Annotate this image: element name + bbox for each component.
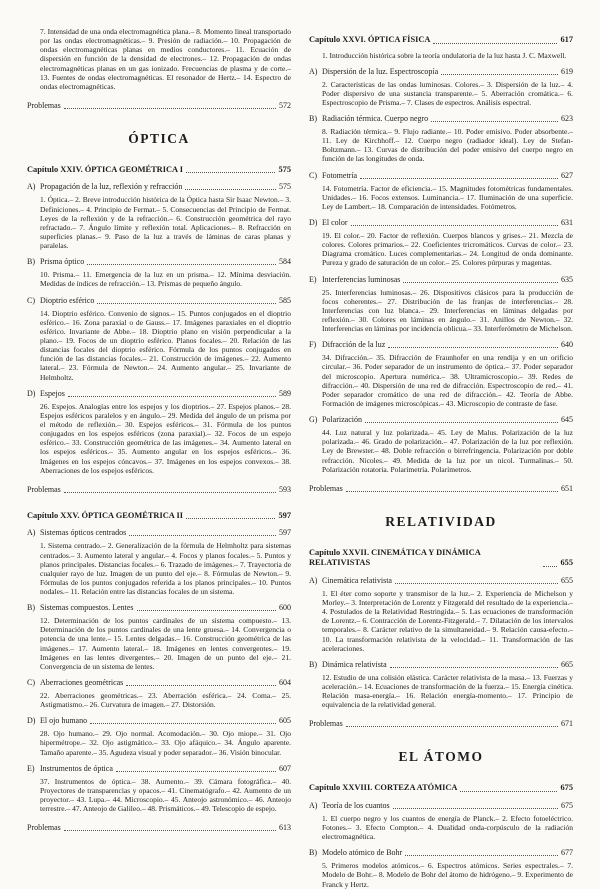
section-row (309, 340, 573, 350)
toc-paragraph: 14. Fotometría. Factor de eficiencia.– 15. Magnitudes fotométricas fundamentales. Unidades.– 16. Focos extensos. Luminancia.– 17. Iluminación de una superficie. Ley de Lambert.– 18. Comparación de intensidades. Fotómetros. (322, 183, 573, 211)
leader-dots (97, 303, 276, 304)
section-row (309, 415, 573, 425)
section-title: Teoría de los cuantos (322, 800, 390, 810)
section-letter: G) (309, 415, 318, 425)
chapter-row (309, 548, 573, 569)
section-title: Aberraciones geométricas (40, 678, 124, 688)
section-letter: A) (309, 800, 318, 810)
section-letter: B) (27, 603, 35, 613)
page-number: 645 (561, 415, 573, 425)
leader-dots (346, 491, 558, 492)
page-number: 671 (561, 719, 573, 729)
section-letter: E) (27, 763, 35, 773)
section-title: Instrumentos de óptica (40, 763, 113, 773)
leader-dots (365, 422, 558, 423)
section-title: El ojo humano (40, 716, 88, 726)
problemas-row (27, 485, 291, 495)
section-letter: A) (27, 182, 36, 192)
page-number: 585 (279, 295, 291, 305)
page-number: 572 (279, 100, 291, 110)
leader-dots (64, 108, 276, 109)
problemas-label: Problemas (27, 484, 61, 494)
section-letter: A) (27, 528, 36, 538)
section-letter: F) (309, 340, 317, 350)
chapter-title: Capítulo XXVII. CINEMÁTICA Y DINÁMICA RELATIVISTAS (309, 547, 481, 568)
page-number: 631 (561, 218, 573, 228)
leader-dots (64, 830, 276, 831)
section-title: Fotometría (322, 170, 358, 180)
chapter-row (309, 783, 573, 794)
chapter-title: Capítulo XXIV. ÓPTICA GEOMÉTRICA I (27, 164, 183, 174)
section-row (27, 182, 291, 192)
leader-dots (393, 808, 558, 809)
leader-dots (543, 566, 557, 567)
section-title: Propagación de la luz, reflexión y refracción (40, 182, 183, 192)
section-title: Espejos (40, 388, 65, 398)
problemas-row (27, 823, 291, 833)
page-number: 597 (278, 510, 291, 520)
toc-paragraph: 37. Instrumentos de óptica.– 38. Aumento.– 39. Cámara fotográfica.– 40. Proyectores de transparencias y opacos.– 41. Cinematógrafo.– 42. Aumento de un proyector.– 43. Lupa.– 44. Microscopio.– 45. Anteojo astronómico.– 46. Anteojo terrestre.– 47. Anteojo de Galileo.– 48. Prismáticos.– 49. Telescopio de espejo. (40, 776, 291, 814)
toc-paragraph: 1. Sistema centrado.– 2. Generalización de la fórmula de Helmholtz para sistemas centrados.– 3. Aumento lateral y angular.– 4. Focos y planos focales.– 5. Puntos y planos principales. Distancias focales.– 6. Trazado de imágenes.– 7. Trayectoria de cualquier rayo de luz. Imagen de un punto del eje.– 8. Fórmulas de Newton.– 9. Fórmulas de los puntos conjugados referida a los planos principales.– 10. Puntos nodales.– 11. Relación entre las distancias focales de un sistema. (40, 541, 291, 597)
page-number: 597 (279, 528, 291, 538)
problemas-label: Problemas (27, 100, 61, 110)
toc-paragraph: 1. Óptica.– 2. Breve introducción histórica de la Óptica hasta Sir Isaac Newton.– 3. Definiciones.– 4. Principio de Fermat.– 5. Consecuencias del Principio de Fermat. Leyes de la reflexión y de la refracción.– 6. Construcción geométrica del rayo refractado.– 7. Ángulo límite y reflexión total. Aplicaciones.– 8. Refracción en superficies planas.– 9. Paso de la luz a través de láminas de caras planas y paralelas. (40, 195, 291, 251)
leader-dots (403, 282, 558, 283)
leader-dots (388, 347, 558, 348)
section-row (309, 848, 573, 858)
leader-dots (460, 791, 557, 792)
problemas-label: Problemas (309, 719, 343, 729)
page-number: 635 (561, 274, 573, 284)
leader-dots (186, 172, 275, 173)
chapter-row (27, 511, 291, 522)
page-number: 619 (561, 66, 573, 76)
leader-dots (126, 685, 276, 686)
page-number: 604 (279, 678, 291, 688)
section-row (309, 218, 573, 228)
section-title: Dispersión de la luz. Espectroscopía (322, 66, 439, 76)
section-row (309, 660, 573, 670)
section-letter: A) (309, 66, 318, 76)
column-right (309, 26, 573, 889)
chapter-title: Capítulo XXVIII. CORTEZA ATÓMICA (309, 783, 458, 793)
leader-dots (137, 610, 276, 611)
leader-dots (64, 492, 276, 493)
section-title: Prisma óptico (40, 257, 85, 267)
page-number: 665 (561, 659, 573, 669)
section-letter: D) (309, 218, 318, 228)
problemas-row (309, 719, 573, 729)
section-letter: B) (309, 848, 317, 858)
page-number: 677 (561, 848, 573, 858)
section-letter: D) (27, 388, 36, 398)
page-number: 655 (561, 575, 573, 585)
section-title: Dioptrio esférico (40, 295, 95, 305)
section-letter: C) (309, 170, 317, 180)
section-letter: B) (27, 257, 35, 267)
toc-paragraph: 12. Estudio de una colisión elástica. Carácter relativista de la masa.– 13. Fuerzas y aceleración.– 14. Ecuaciones de transformación de la fuerza.– 15. Energía cinética. Relación masa-energía.– 16. Relación energía-momento.– 17. Principio de equivalencia de la relatividad general. (322, 672, 573, 710)
section-title: Difracción de la luz (322, 340, 386, 350)
section-row (309, 114, 573, 124)
leader-dots (90, 723, 276, 724)
page-number: 655 (560, 558, 573, 568)
leader-dots (405, 855, 558, 856)
section-title: Cinemática relativista (322, 575, 392, 585)
problemas-label: Problemas (27, 823, 61, 833)
section-row (309, 275, 573, 285)
leader-dots (68, 396, 276, 397)
section-row (27, 296, 291, 306)
section-letter: C) (27, 295, 35, 305)
section-row (27, 716, 291, 726)
section-row (309, 576, 573, 586)
part-heading: RELATIVIDAD (385, 513, 497, 529)
leader-dots (87, 264, 276, 265)
leader-dots (395, 583, 558, 584)
problemas-row (27, 101, 291, 111)
section-letter: B) (309, 114, 317, 124)
toc-paragraph: 1. Introducción histórica sobre la teoría ondulatoria de la luz hasta J. C. Maxwell. (322, 50, 567, 60)
toc-paragraph: 19. El color.– 20. Factor de reflexión. Cuerpos blancos y grises.– 21. Mezcla de colores. Colores primarios.– 22. Coeficientes tricromáticos. Curvas de color.– 23. Diagrama cromático. Luces complementarias.– 24. Longitud de onda dominante. Pureza y grado de saturación de un color.– 25. Colores púrpuras y magentas. (322, 231, 573, 268)
toc-paragraph: 34. Difracción.– 35. Difracción de Fraunhofer en una rendija y en un orificio circular.– 36. Poder separador de un instrumento de óptica.– 37. Poder separador del microscopio. Apertura numérica.– 38. Ultramicroscopio.– 39. Redes de difracción.– 40. Dispersión de una red de difracción. Espectroscopio de red.– 41. Poder separador cromático de una red de difracción.– 42. Teoría de Abbe. Formación de imágenes microscópicas.– 43. Microscopio de contraste de fase. (322, 353, 573, 409)
toc-paragraph: 1. El éter como soporte y transmisor de la luz.– 2. Experiencia de Michelson y Morley.– 3. Interpretación de Lorentz y Fitzgerald del resultado de la experiencia.– 4. Postulados de la Relatividad Restringida.– 5. Las ecuaciones de transformación de Lorentz.– 6. Contracción de Lorentz-Fitzgerald.– 7. Dilatación de los intervalos temporales.– 8. Carácter relativo de la simultaneidad.– 9. Relación causa-efecto.– 10. La transformación relativista de la velocidad.– 11. Transformación de las aceleraciones. (322, 588, 573, 653)
section-row (27, 528, 291, 538)
problemas-label: Problemas (309, 483, 343, 493)
page-number: 600 (279, 603, 291, 613)
section-row (309, 801, 573, 811)
section-row (27, 257, 291, 267)
toc-paragraph: 28. Ojo humano.– 29. Ojo normal. Acomodación.– 30. Ojo miope.– 31. Ojo hipermétrope.– 32. Ojo astigmático.– 33. Ojo afáquico.– 34. Ángulo aparente. Tamaño aparente.– 35. Agudeza visual y poder separador.– 36. Visión binocular. (40, 729, 291, 757)
leader-dots (433, 43, 557, 44)
section-title: Sistemas ópticos centrados (40, 528, 127, 538)
leader-dots (390, 667, 558, 668)
problemas-row (309, 484, 573, 494)
section-title: Interferencias luminosas (322, 274, 401, 284)
section-row (309, 67, 573, 77)
toc-paragraph: 1. El cuerpo negro y los cuantos de energía de Planck.– 2. Efecto fotoeléctrico. Fotones.– 3. Efecto Compton.– 4. Dualidad onda-corpúsculo de la radiación electromagnética. (322, 813, 573, 842)
part-heading: ÓPTICA (128, 130, 190, 146)
page-number: 651 (561, 483, 573, 493)
chapter-row (27, 165, 291, 176)
page-number: 575 (278, 164, 291, 174)
toc-paragraph: 8. Radiación térmica.– 9. Flujo radiante.– 10. Poder emisivo. Poder absorbente.– 11. Ley de Kirchhoff.– 12. Cuerpo negro (radiador ideal). Ley de Stefan-Boltzmann.– 13. Curvas de distribución del poder emisivo del cuerpo negro en función de las longitudes de onda. (322, 127, 573, 164)
page-number: 607 (279, 763, 291, 773)
part-heading: EL ÁTOMO (398, 749, 484, 765)
section-letter: C) (27, 678, 35, 688)
chapter-row (309, 35, 573, 46)
leader-dots (431, 121, 558, 122)
section-title: Polarización (322, 415, 362, 425)
section-title: Modelo atómico de Bohr (322, 848, 403, 858)
toc-paragraph: 10. Prisma.– 11. Emergencia de la luz en un prisma.– 12. Mínima desviación. Medidas de índices de refracción.– 13. Prismas de pequeño ángulo. (40, 270, 291, 289)
page-number: 605 (279, 716, 291, 726)
section-row (27, 389, 291, 399)
section-letter: D) (27, 716, 36, 726)
page-number: 623 (561, 114, 573, 124)
toc-paragraph: 7. Intensidad de una onda electromagnética plana.– 8. Momento lineal transportado por las ondas electromagnéticas.– 9. Presión de radiación.– 10. Propagación de ondas electromagnéticas planas en medios conductores.– 11. Ecuación de dispersión en función de la densidad de electrones.– 12. Propagación de ondas electromagnéticas planas en un gas ionizado. Frecuencias de plasma y de corte.– 13. Fuentes de ondas electromagnéticas. El resonador de Hertz.– 14. Espectro de ondas electromagnéticas. (40, 27, 291, 91)
page-number: 584 (279, 257, 291, 267)
page-number: 675 (561, 800, 573, 810)
page-number: 593 (279, 484, 291, 494)
page-number: 613 (279, 823, 291, 833)
page-number: 675 (560, 783, 573, 793)
chapter-title: Capítulo XXVI. ÓPTICA FÍSICA (309, 35, 431, 44)
page-number: 589 (279, 388, 291, 398)
page-number: 627 (561, 170, 573, 180)
toc-paragraph: 12. Determinación de los puntos cardinales de un sistema compuesto.– 13. Determinación de los puntos cardinales de una lente gruesa.– 14. Convergencia o potencia de una lente.– 15. Lentes delgadas.– 16. Construcción geométrica de las imágenes.– 17. Aumento lateral.– 18. Imágenes en lentes convergentes.– 19. Imágenes en las lentes divergentes.– 20. Imagen de un punto del eje.– 21. Convergencia de un sistema de lentes. (40, 616, 291, 671)
section-letter: B) (309, 659, 317, 669)
leader-dots (346, 726, 558, 727)
section-row (27, 603, 291, 613)
section-row (309, 171, 573, 181)
section-title: Sistemas compuestos. Lentes (40, 603, 134, 613)
section-row (27, 764, 291, 774)
page-number: 617 (560, 35, 573, 44)
section-title: Radiación térmica. Cuerpo negro (322, 114, 429, 124)
column-left (27, 26, 291, 833)
leader-dots (186, 518, 275, 519)
leader-dots (129, 535, 276, 536)
toc-paragraph: 25. Interferencias luminosas.– 26. Dispositivos clásicos para la producción de focos coherentes.– 27. Distribución de las franjas de interferencias.– 28. Interferencias con luz blanca.– 29. Interferencias en láminas delgadas por reflexión.– 30. Colores en láminas en ángulo.– 31. Anillos de Newton.– 32. Interferencias en láminas por incidencia oblicua.– 33. Interferómetro de Michelson. (322, 287, 573, 334)
leader-dots (360, 178, 558, 179)
leader-dots (351, 225, 558, 226)
toc-paragraph: 44. Luz natural y luz polarizada.– 45. Ley de Malus. Polarización de la luz polarizada.– 46. Grado de polarización.– 47. Polarización de la luz por reflexión. Ley de Brewster.– 48. Doble refracción o birrefringencia. Polarización por doble refracción. Nicoles.– 49. Medida de la luz por un nicol. Turmalinas.– 50. Polarización rotatoria. Polarimetría. Polarímetros. (322, 428, 573, 474)
leader-dots (185, 189, 276, 190)
section-letter: A) (309, 575, 318, 585)
toc-paragraph: 14. Dioptrio esférico. Convenio de signos.– 15. Puntos conjugados en el dioptrio esférico.– 16. Zona paraxial o de Gauss.– 17. Imágenes paraxiales en el dioptrio esférico. Invariante de Abbe.– 18. Dioptrio plano en visión perpendicular a la plano.– 19. Focos de un dioptrio esférico. Planos focales.– 20. Relación de las distancias focales del dioptrio esférico. Fórmula de los puntos conjugados en función de las distancias focales.– 21. Construcción de imágenes.– 22. Aumento lateral.– 23. Fórmula de Newton.– 24. Aumento angular.– 25. Invariante de Helmholtz. (40, 308, 291, 382)
toc-paragraph: 2. Características de las ondas luminosas. Colores.– 3. Dispersión de la luz.– 4. Poder dispersivo de una sustancia transparente.– 5. Aberración cromática.– 6. Espectroscopio de Prisma.– 7. Clases de espectros. Análisis espectral. (322, 79, 573, 107)
section-letter: E) (309, 274, 317, 284)
page-number: 575 (279, 182, 291, 192)
toc-paragraph: 22. Aberraciones geométricas.– 23. Aberración esférica.– 24. Coma.– 25. Astigmatismo.– 26. Curvatura de imagen.– 27. Distorsión. (40, 691, 291, 710)
toc-paragraph: 5. Primeros modelos atómicos.– 6. Espectros atómicos. Series espectrales.– 7. Modelo de Bohr.– 8. Modelo de Bohr del átomo de hidrógeno.– 9. Experimento de Franck y Hertz. (322, 861, 573, 889)
leader-dots (116, 771, 276, 772)
page-number: 640 (561, 340, 573, 350)
chapter-title: Capítulo XXV. ÓPTICA GEOMÉTRICA II (27, 510, 183, 520)
section-row (27, 678, 291, 688)
section-title: El color (322, 218, 348, 228)
leader-dots (441, 74, 558, 75)
toc-paragraph: 26. Espejos. Analogías entre los espejos y los dioptrios.– 27. Espejos planos.– 28. Espejos esféricos paralelos y en ángulo.– 29. Medida del ángulo de un prisma por el método de reflexión.– 30. Espejos esféricos.– 31. Fórmula de los puntos conjugados en los espejos esféricos (zona paraxial).– 32. Focos de un espejo esférico.– 33. Construcción geométrica de las imágenes.– 34. Aumento lateral en los espejos esféricos.– 35. Aumento angular en los espejos esféricos.– 36. Imágenes en los espejos cóncavos.– 37. Imágenes en los espejos convexos.– 38. Aberraciones de los espejos esféricos. (40, 401, 291, 475)
section-title: Dinámica relativista (322, 659, 387, 669)
